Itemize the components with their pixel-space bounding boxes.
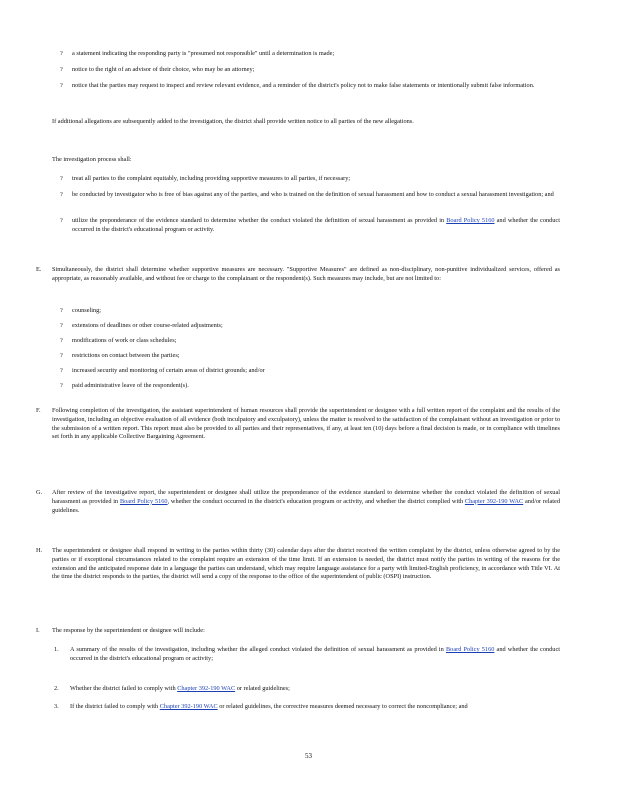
item-number: 3. [54,703,59,710]
list-item: paid administrative leave of the respondent(s). [72,382,189,389]
list-item: A summary of the results of the investigation, including whether the alleged conduct violated the definition of sexual harassment as provided in Board Policy 5160 and whether the conduct occurred in the district's educational program or activity; [70,646,560,662]
item-number: 1. [54,646,59,653]
section-letter: I. [36,627,40,634]
section-i-intro: The response by the superintendent or designee will include: [52,627,205,634]
section-letter: H. [36,547,43,554]
list-item: Whether the district failed to comply with Chapter 392-190 WAC or related guidelines; [70,685,290,692]
section-letter: F. [36,407,41,414]
list-item: a statement indicating the responding party is "presumed not responsible" until a determination is made; [72,50,335,57]
section-h-paragraph: The superintendent or designee shall respond in writing to the parties within thirty (30) calendar days after the district received the written complaint by the district, unless otherwise agreed to by the parties or if exceptional circumstances related to the complaint require an extension of the time limit. If an extension is needed, the district must notify the parties in writing of the reasons for the extension and the anticipated response date in a language the parties can understand, which may require language assistance for a party with limited-English proficiency, in accordance with Title VI. At the time the district responds to the parties, the district will send a copy of the response to the office of the superintendent of public (OSPI) instruction. [52,547,560,581]
list-item: extensions of deadlines or other course-related adjustments; [72,322,223,329]
board-policy-link[interactable]: Board Policy 5160 [446,217,495,224]
list-item: counseling; [72,307,102,314]
bullet-marker: ? [60,191,63,198]
bullet-marker: ? [60,307,63,314]
wac-chapter-link[interactable]: Chapter 392-190 WAC [159,703,218,710]
list-item: be conducted by investigator who is free of bias against any of the parties, and who is trained on the definition of sexual harassment and how to conduct a sexual harassment investigation; and [72,191,554,198]
process-intro: The investigation process shall: [52,156,132,163]
item-number: 2. [54,685,59,692]
bullet-marker: ? [60,337,63,344]
list-item: restrictions on contact between the parties; [72,352,180,359]
bullet-marker: ? [60,50,63,57]
list-item: notice that the parties may request to inspect and review relevant evidence, and a reminder of the district's policy not to make false statements or intentionally submit false information. [72,82,535,89]
board-policy-link[interactable]: Board Policy 5160 [119,497,168,505]
bullet-marker: ? [60,66,63,73]
list-item: If the district failed to comply with Chapter 392-190 WAC or related guidelines, the corrective measures deemed necessary to correct the noncompliance; and [70,703,468,710]
section-letter: E. [36,266,42,273]
list-item: notice to the right of an advisor of their choice, who may be an attorney; [72,66,255,73]
page-number: 53 [305,752,312,760]
list-item: utilize the preponderance of the evidence standard to determine whether the conduct violated the definition of sexual harassment as provided in Board Policy 5160 and whether the conduct occurred in the district's educational program or activity. [72,217,560,233]
section-f-paragraph: Following completion of the investigation, the assistant superintendent of human resources shall provide the superintendent or designee with a full written report of the complaint and the results of the investigation, including an objective evaluation of all evidence (both inculpatory and exculpatory), unless the matter is resolved to the satisfaction of the complainant without an investigation or prior to the submission of a written report. This report must also be provided to all parties and their representatives, if any, at least ten (10) days before a final decision is made, or in compliance with timelines set forth in any applicable Collective Bargaining Agreement. [52,407,560,441]
list-item: treat all parties to the complaint equitably, including providing supportive measures to all parties, if necessary; [72,175,351,182]
list-item: increased security and monitoring of certain areas of district grounds; and/or [72,367,265,374]
bullet-marker: ? [60,82,63,89]
wac-chapter-link[interactable]: Chapter 392-190 WAC [464,497,524,505]
list-item: modifications of work or class schedules; [72,337,177,344]
section-e-paragraph: Simultaneously, the district shall determine whether supportive measures are necessary. "Supportive Measures" are defined as non-disciplinary, non-punitive individualized services, offered as appropriate, as reasonably available, and without fee or charge to the complainant or the respondent(s). Such measures may include, but are not limited to: [52,266,560,282]
additional-allegations-paragraph: If additional allegations are subsequently added to the investigation, the district shall provide written notice to all parties of the new allegations. [52,118,414,125]
bullet-marker: ? [60,367,63,374]
board-policy-link[interactable]: Board Policy 5160 [445,646,495,653]
bullet-marker: ? [60,217,63,224]
bullet-marker: ? [60,352,63,359]
bullet-marker: ? [60,322,63,329]
bullet-marker: ? [60,175,63,182]
section-letter: G. [36,489,43,496]
section-g-paragraph: After review of the investigative report, the superintendent or designee shall utilize the preponderance of the evidence standard to determine whether the conduct violated the definition of sexual harassment as provided in Board Policy 5160, whether the conduct occurred in the district's education program or activity, and whether the district complied with Chapter 392-190 WAC and/or related guidelines. [52,489,560,514]
bullet-marker: ? [60,382,63,389]
wac-chapter-link[interactable]: Chapter 392-190 WAC [177,685,236,692]
